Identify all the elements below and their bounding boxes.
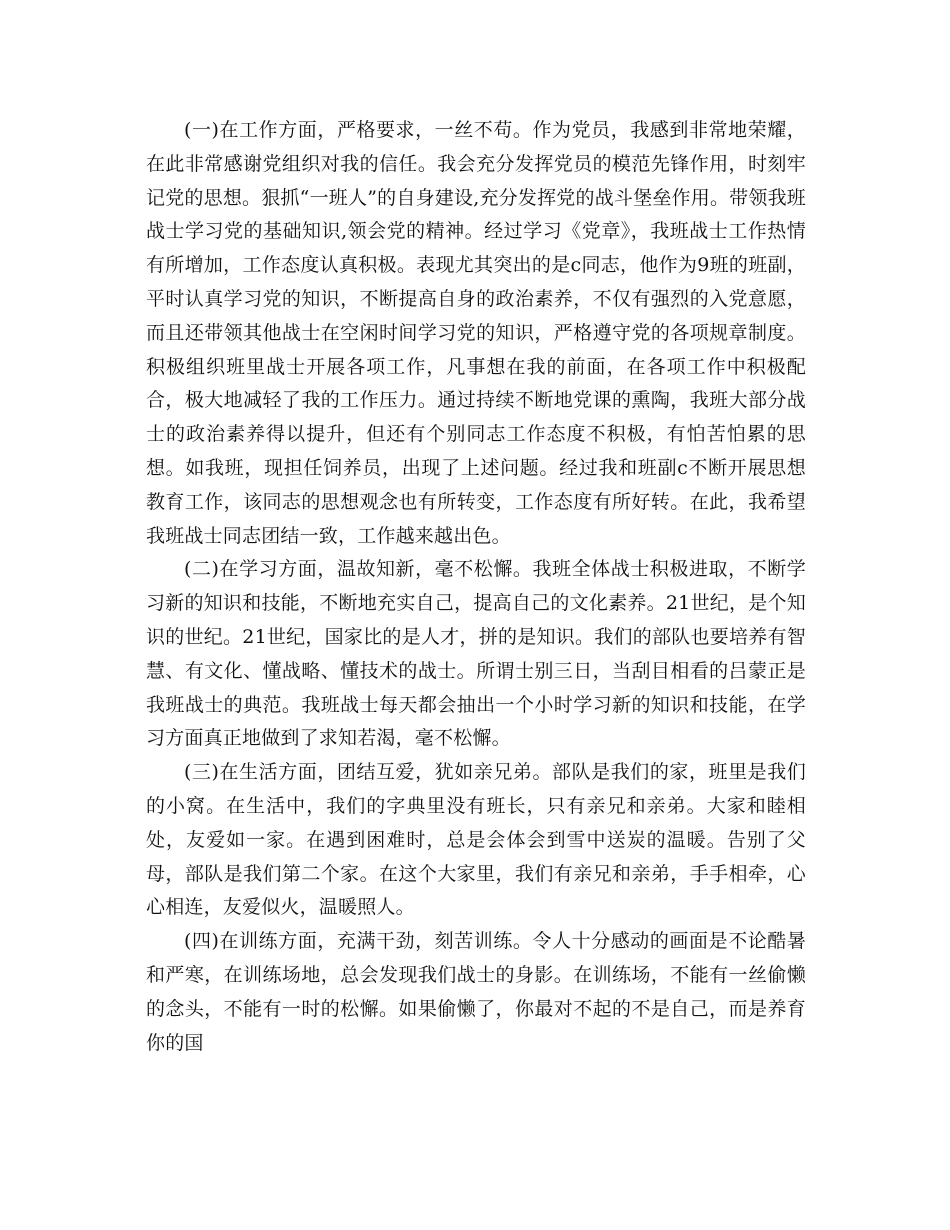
paragraph-life: (三)在生活方面，团结互爱，犹如亲兄弟。部队是我们的家，班里是我们的小窝。在生活中，我们的字典里没有班长，只有亲兄和亲弟。大家和睦相处，友爱如一家。在遇到困难时，总是会体会到雪中送炭的温暖。告别了父母，部队是我们第二个家。在这个大家里，我们有亲兄和亲弟，手手相牵，心心相连，友爱似火，温暖照人。 <box>146 761 806 919</box>
paragraph-study: (二)在学习方面，温故知新，毫不松懈。我班全体战士积极进取，不断学习新的知识和技能，不断地充实自己，提高自己的文化素养。21世纪，是个知识的世纪。21世纪，国家比的是人才，拼的是知识。我们的部队也要培养有智慧、有文化、懂战略、懂技术的战士。所谓士别三日，当刮目相看的吕蒙正是我班战士的典范。我班战士每天都会抽出一个小时学习新的知识和技能，在学习方面真正地做到了求知若渴，毫不松懈。 <box>146 558 806 750</box>
paragraph-training: (四)在训练方面，充满干劲，刻苦训练。令人十分感动的画面是不论酷暑和严寒，在训练场地，总会发现我们战士的身影。在训练场，不能有一丝偷懒的念头，不能有一时的松懈。如果偷懒了，你最对不起的不是自己，而是养育你的国 <box>146 930 806 1054</box>
document-body <box>146 114 806 1060</box>
paragraph-work: (一)在工作方面，严格要求，一丝不苟。作为党员，我感到非常地荣耀，在此非常感谢党组织对我的信任。我会充分发挥党员的模范先锋作用，时刻牢记党的思想。狠抓“一班人”的自身建设,充分发挥党的战斗堡垒作用。带领我班战士学习党的基础知识,领会党的精神。经过学习《党章》，我班战士工作热情有所增加，工作态度认真积极。表现尤其突出的是c同志，他作为9班的班副，平时认真学习党的知识，不断提高自身的政治素养，不仅有强烈的入党意愿，而且还带领其他战士在空闲时间学习党的知识，严格遵守党的各项规章制度。积极组织班里战士开展各项工作，凡事想在我的前面，在各项工作中积极配合，极大地减轻了我的工作压力。通过持续不断地党课的熏陶，我班大部分战士的政治素养得以提升，但还有个别同志工作态度不积极，有怕苦怕累的思想。如我班，现担任饲养员，出现了上述问题。经过我和班副c不断开展思想教育工作，该同志的思想观念也有所转变，工作态度有所好转。在此，我希望我班战士同志团结一致，工作越来越出色。 <box>146 119 806 547</box>
